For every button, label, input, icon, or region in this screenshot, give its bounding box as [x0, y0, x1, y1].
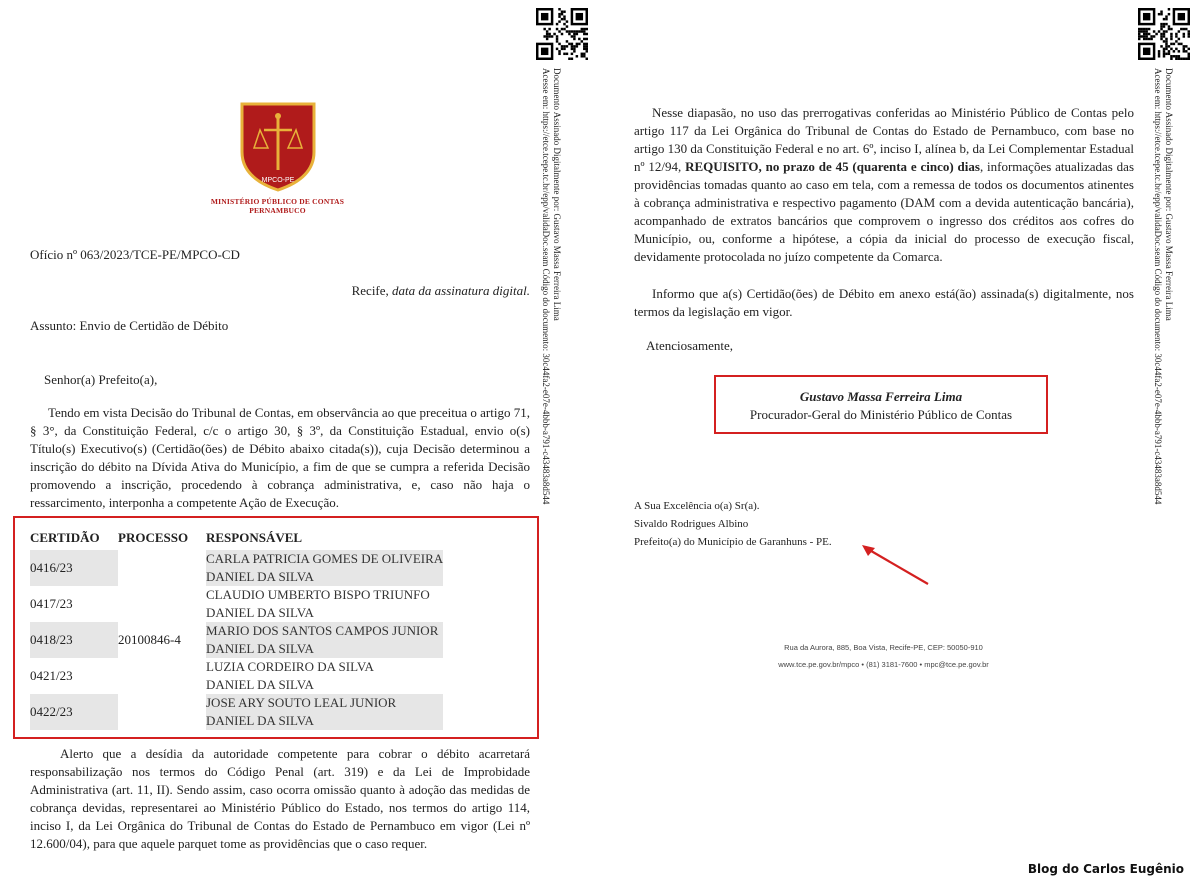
place-date — [300, 282, 530, 300]
signer-name: Gustavo Massa Ferreira Lima — [799, 389, 963, 404]
certidao-cell: 0418/23 — [30, 622, 118, 658]
date-italic-text: data da assinatura digital. — [392, 283, 530, 298]
signature-stamp-line2: Acesse em: https://etce.tcepe.tc.br/epp/validaDoc.seam Código do documento: 30c44fa2-e07e-4bbb-a791-c43483a8d544 — [541, 68, 551, 505]
addressee-block — [634, 497, 832, 551]
signature-stamp-line1: Documento Assinado Digitalmente por: Gustavo Massa Ferreira Lima — [1164, 68, 1174, 321]
digital-signature-stamp — [540, 68, 562, 504]
addressee-name: Sivaldo Rodrigues Albino — [634, 518, 749, 530]
signature-info-paragraph: Informo que a(s) Certidão(ões) de Débito em anexo está(ão) assinada(s) digitalmente, nos termos da legislação em vigor. — [634, 286, 1134, 319]
responsavel-cell: DANIEL DA SILVA — [206, 712, 443, 730]
certidao-cell: 0417/23 — [30, 596, 73, 611]
table-header-row — [30, 530, 443, 550]
footer-contact: www.tce.pe.gov.br/mpco • (81) 3181-7600 • mpc@tce.pe.gov.br — [778, 660, 989, 669]
signer-title: Procurador-Geral do Ministério Público de Contas — [749, 407, 1013, 422]
digital-signature-stamp — [1152, 68, 1174, 504]
requisition-text-a: Nesse diapasão, no uso das prerrogativas conferidas ao Ministério Público de Contas pelo artigo 117 da Lei Orgânica do Tribunal de Contas do Estado de Pernambuco, com base no artigo 130 da Constituição Federal e no art. 6º, inciso I, alínea b, da Lei Complementar Estadual nº 12/94, — [634, 105, 1134, 174]
table-row — [30, 550, 443, 568]
processo-cell: 20100846-4 — [118, 632, 181, 647]
footer-address: Rua da Aurora, 885, Boa Vista, Recife-PE, CEP: 50050-910 — [784, 643, 983, 652]
addressee-office: Prefeito(a) do Município de Garanhuns - PE. — [634, 536, 832, 548]
logo-line1: MINISTÉRIO PÚBLICO DE CONTAS — [210, 197, 345, 206]
responsavel-cell: MARIO DOS SANTOS CAMPOS JUNIOR — [206, 622, 443, 640]
right-document-page — [600, 0, 1200, 890]
requisition-paragraph — [634, 104, 1134, 266]
logo-caption — [200, 197, 355, 215]
header-responsavel: RESPONSÁVEL — [206, 530, 303, 545]
red-arrow-icon — [858, 540, 930, 586]
responsavel-cell: JOSE ARY SOUTO LEAL JUNIOR — [206, 694, 443, 712]
table-row — [30, 694, 443, 712]
header-processo: PROCESSO — [118, 530, 189, 545]
responsavel-cell: DANIEL DA SILVA — [206, 677, 314, 692]
closing: Atenciosamente, — [646, 338, 733, 353]
qr-code-icon — [536, 8, 588, 60]
certidao-cell: 0421/23 — [30, 668, 73, 683]
signature-block — [714, 388, 1048, 424]
requisition-text-b: , informações atualizadas das providências tomadas quanto ao caso em tela, com a remessa de todos os documentos atinentes à cobrança administrativa e respectivo pagamento (DAM com a devida autenticação bancária), acompanhado de extratos bancários que comprovem o ingresso dos créditos aos cofres do Município, ou, conforme a hipótese, a cópia da inicial do processo de execução fiscal, devidamente protocolada no juízo competente da Comarca. — [634, 159, 1134, 264]
responsavel-cell: CARLA PATRICIA GOMES DE OLIVEIRA — [206, 551, 444, 566]
certidao-table — [30, 530, 443, 730]
responsavel-cell: DANIEL DA SILVA — [206, 568, 443, 586]
responsavel-cell: DANIEL DA SILVA — [206, 605, 314, 620]
table-row — [30, 658, 443, 676]
requisition-bold: REQUISITO, no prazo de 45 (quarenta e cinco) dias — [685, 159, 980, 174]
header-certidao: CERTIDÃO — [30, 530, 100, 545]
certidao-cell: 0422/23 — [30, 694, 118, 730]
addressee-line1: A Sua Excelência o(a) Sr(a). — [634, 500, 760, 512]
certificates-table — [30, 530, 530, 730]
mpco-shield-logo — [238, 100, 318, 192]
subject-line: Assunto: Envio de Certidão de Débito — [30, 318, 229, 333]
blog-watermark: Blog do Carlos Eugênio — [1027, 862, 1184, 876]
table-row — [30, 622, 443, 640]
certidao-cell: 0416/23 — [30, 550, 118, 586]
table-row — [30, 586, 443, 604]
responsavel-cell: DANIEL DA SILVA — [206, 640, 443, 658]
qr-code-icon — [1138, 8, 1190, 60]
body-paragraph-1: Tendo em vista Decisão do Tribunal de Contas, em observância ao que preceitua o artigo 71, § 3°, da Constituição Federal, c/c o artigo 30, § 3º, da Constituição Estadual, envio o(s) Título(s) Executivo(s) (Certidão(ões) de Débito abaixo citada(s)), cuja Decisão determinou a inscrição do débito na Dívida Ativa do Município, a fim de que se cumpra a referida Decisão promovendo a inscrição, procedendo à cobrança administrativa, e, caso não haja o ressarcimento, interponha a competente Ação de Execução. — [30, 405, 530, 510]
body-paragraph-2: Alerto que a desídia da autoridade competente para cobrar o débito acarretará responsabilização nos termos do Código Penal (art. 319) e da Lei de Improbidade Administrativa (art. 11, II). Sendo assim, caso ocorra omissão quanto à adoção das medidas de cobrança devidas, representarei ao Ministério Público do Estado, nos termos do artigo 114, inciso I, da Lei Orgânica do Tribunal de Contas do Estado de Pernambuco em vigor (Lei nº 12.600/04), para que aquele parquet tome as providências que o caso requer. — [30, 746, 530, 851]
place-text: Recife, — [351, 283, 393, 298]
signature-stamp-line2: Acesse em: https://etce.tcepe.tc.br/epp/validaDoc.seam Código do documento: 30c44fa2-e07e-4bbb-a791-c43483a8d544 — [1153, 68, 1163, 505]
signature-stamp-line1: Documento Assinado Digitalmente por: Gustavo Massa Ferreira Lima — [552, 68, 562, 321]
logo-line2: PERNAMBUCO — [249, 206, 306, 215]
responsavel-cell: CLAUDIO UMBERTO BISPO TRIUNFO — [206, 587, 430, 602]
oficio-number: Ofício nº 063/2023/TCE-PE/MPCO-CD — [30, 247, 240, 262]
logo-badge-text: MPCO-PE — [261, 177, 295, 184]
responsavel-cell: LUZIA CORDEIRO DA SILVA — [206, 659, 374, 674]
salutation: Senhor(a) Prefeito(a), — [44, 372, 158, 387]
